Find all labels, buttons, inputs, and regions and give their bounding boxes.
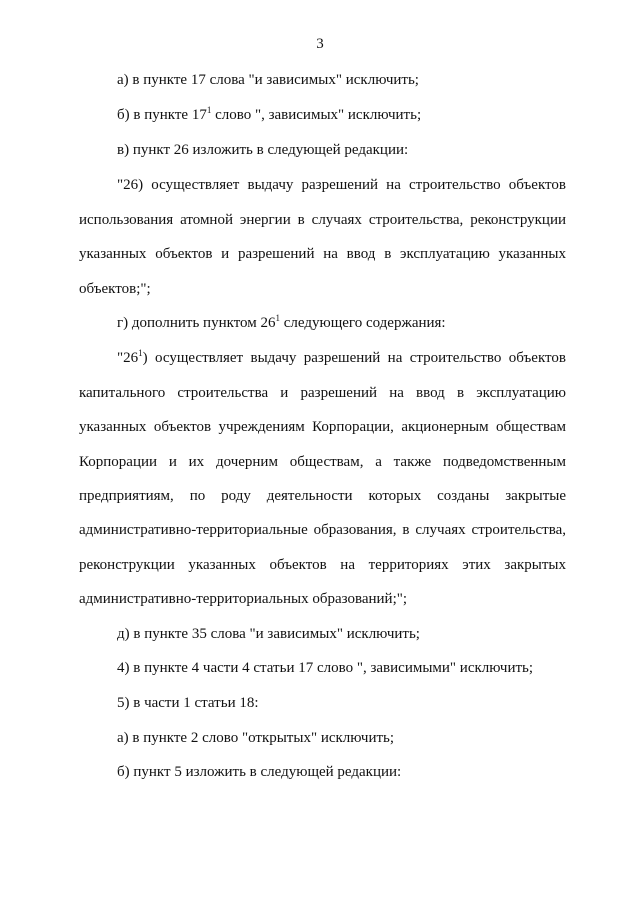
text-line: административно-территориальных образований;"; bbox=[79, 591, 408, 607]
text-line: указанных объектов и разрешений на ввод в эксплуатацию указанных bbox=[79, 246, 566, 262]
text-line: б) пункт 5 изложить в следующей редакции: bbox=[117, 764, 402, 780]
text-segment: ) осуществляет выдачу разрешений на строительство объектов bbox=[142, 350, 566, 366]
text-segment: слово ", зависимых" исключить; bbox=[211, 107, 422, 123]
text-line: а) в пункте 17 слова "и зависимых" исключить; bbox=[117, 72, 419, 88]
text-line: капитального строительства и разрешений на ввод в эксплуатацию bbox=[79, 385, 566, 401]
text-segment: следующего содержания: bbox=[280, 315, 446, 331]
text-line: реконструкции указанных объектов на территориях этих закрытых bbox=[79, 557, 566, 573]
text-segment: "26 bbox=[117, 350, 139, 366]
text-line: объектов;"; bbox=[79, 281, 151, 297]
text-line: в) пункт 26 изложить в следующей редакции: bbox=[117, 142, 409, 158]
text-line bbox=[117, 106, 421, 124]
text-line: предприятиям, по роду деятельности которых созданы закрытые bbox=[79, 488, 566, 504]
superscript: 1 bbox=[206, 105, 212, 115]
text-segment: г) дополнить пунктом 26 bbox=[117, 315, 276, 331]
page-number: 3 bbox=[316, 36, 324, 52]
superscript: 1 bbox=[275, 313, 281, 323]
text-line: Корпорации и их дочерним обществам, а также подведомственным bbox=[79, 454, 566, 470]
text-line: 4) в пункте 4 части 4 статьи 17 слово ", зависимыми" исключить; bbox=[117, 660, 534, 676]
text-line: указанных объектов учреждениям Корпорации, акционерным обществам bbox=[79, 419, 566, 435]
text-line: д) в пункте 35 слова "и зависимых" исключить; bbox=[117, 626, 420, 642]
text-line bbox=[117, 314, 446, 332]
text-segment: б) в пункте 17 bbox=[117, 107, 207, 123]
text-line bbox=[117, 349, 566, 367]
text-line: "26) осуществляет выдачу разрешений на строительство объектов bbox=[117, 177, 566, 193]
text-line: а) в пункте 2 слово "открытых" исключить; bbox=[117, 730, 395, 746]
superscript: 1 bbox=[138, 348, 143, 358]
text-line: 5) в части 1 статьи 18: bbox=[117, 695, 259, 711]
text-line: использования атомной энергии в случаях строительства, реконструкции bbox=[79, 212, 566, 228]
text-line: административно-территориальные образования, в случаях строительства, bbox=[79, 522, 566, 538]
